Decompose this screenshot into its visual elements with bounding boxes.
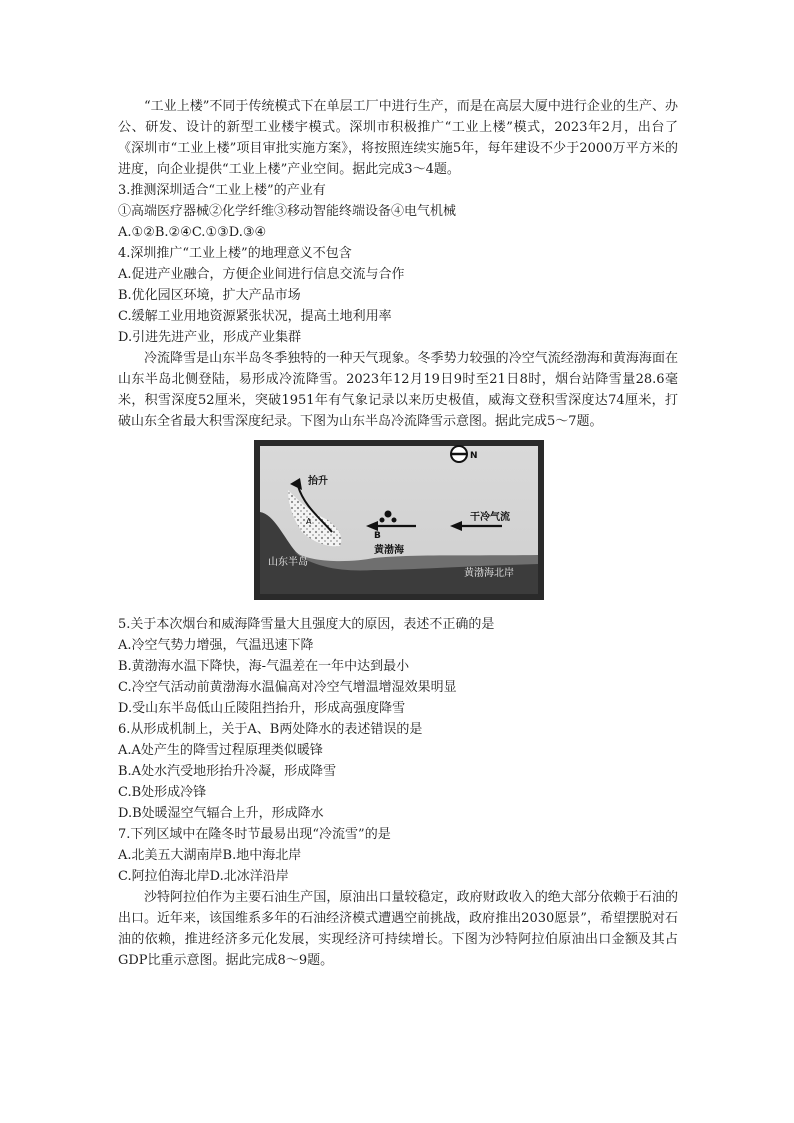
question-4-option-d: D.引进先进产业，形成产业集群 (118, 330, 302, 345)
cold-flow-snow-diagram (254, 440, 544, 600)
cold-air-label: 干冷气流 (470, 512, 510, 523)
question-7-stem: 7.下列区域中在隆冬时节最易出现“冷流雪”的是 (118, 827, 391, 842)
question-6-stem: 6.从形成机制上，关于A、B两处降水的表述错误的是 (118, 722, 423, 737)
question-4-stem: 4.深圳推广“工业上楼”的地理意义不包含 (118, 246, 352, 261)
point-b-label: B (374, 531, 381, 541)
north-label: N (470, 451, 478, 461)
passage-saudi-oil: 沙特阿拉伯作为主要石油生产国，原油出口量较稳定，政府财政收入的绝大部分依赖于石油的出口。近年来，该国维系多年的石油经济模式遭遇空前挑战，政府推出2030愿景”，希望摆脱对石油的依赖，推进经济多元化发展，实现经济可持续增长。下图为沙特阿拉伯原油出口金额及其占GDP比重示意图。据此完成8～9题。 (118, 890, 678, 968)
snowfall-dot-1 (385, 511, 392, 518)
snowfall-dot-2 (380, 518, 385, 523)
question-3-items: ①高端医疗器械②化学纤维③移动智能终端设备④电气机械 (118, 204, 457, 219)
question-4-option-a: A.促进产业融合，方便企业间进行信息交流与合作 (118, 267, 405, 282)
question-6-option-c: C.B处形成冷锋 (118, 785, 207, 800)
snowfall-dot-3 (392, 518, 397, 523)
question-6-option-b: B.A处水汽受地形抬升冷凝，形成降雪 (118, 764, 337, 779)
uplift-label: 抬升 (308, 476, 328, 487)
question-5-option-b: B.黄渤海水温下降快，海-气温差在一年中达到最小 (118, 659, 410, 674)
exam-page (118, 96, 678, 971)
north-coast-label: 黄渤海北岸 (464, 568, 514, 579)
question-5-option-c: C.冷空气活动前黄渤海水温偏高对冷空气增温增湿效果明显 (118, 680, 457, 695)
question-6-option-d: D.B处暖湿空气辐合上升，形成降水 (118, 806, 324, 821)
question-3-options: A.①②B.②④C.①③D.③④ (118, 225, 267, 240)
diagram-svg (254, 440, 544, 600)
passage-cold-flow-snow: 冷流降雪是山东半岛冬季独特的一种天气现象。冬季势力较强的冷空气流经渤海和黄海海面在山东半岛北侧登陆，易形成冷流降雪。2023年12月19日9时至21日8时，烟台站降雪量28.6毫米，积雪深度52厘米，突破1951年有气象记录以来历史极值，威海文登积雪深度达74厘米，打破山东全省最大积雪深度纪录。下图为山东半岛冷流降雪示意图。据此完成5～7题。 (118, 351, 678, 429)
point-a-label: A (306, 517, 312, 526)
question-5-stem: 5.关于本次烟台和威海降雪量大且强度大的原因，表述不正确的是 (118, 617, 495, 632)
peninsula-label: 山东半岛 (268, 557, 308, 568)
question-7-options-cd: C.阿拉伯海北岸D.北冰洋沿岸 (118, 869, 289, 884)
question-4-option-b: B.优化园区环境，扩大产品市场 (118, 288, 301, 303)
question-7-options-ab: A.北美五大湖南岸B.地中海北岸 (118, 848, 302, 863)
passage-industry-upstairs: “工业上楼”不同于传统模式下在单层工厂中进行生产，而是在高层大厦中进行企业的生产、办公、研发、设计的新型工业楼宇模式。深圳市积极推广“工业上楼”模式，2023年2月，出台了《深圳市“工业上楼”项目审批实施方案》，将按照连续实施5年，每年建设不少于2000万平方米的进度，向企业提供“工业上楼”产业空间。据此完成3～4题。 (118, 99, 678, 177)
question-5-option-a: A.冷空气势力增强，气温迅速下降 (118, 638, 314, 653)
question-5-option-d: D.受山东半岛低山丘陵阻挡抬升，形成高强度降雪 (118, 701, 406, 716)
question-3-stem: 3.推测深圳适合“工业上楼”的产业有 (118, 183, 326, 198)
question-4-option-c: C.缓解工业用地资源紧张状况，提高土地利用率 (118, 309, 392, 324)
sea-label: 黄渤海 (374, 545, 404, 556)
question-6-option-a: A.A处产生的降雪过程原理类似暖锋 (118, 743, 323, 758)
